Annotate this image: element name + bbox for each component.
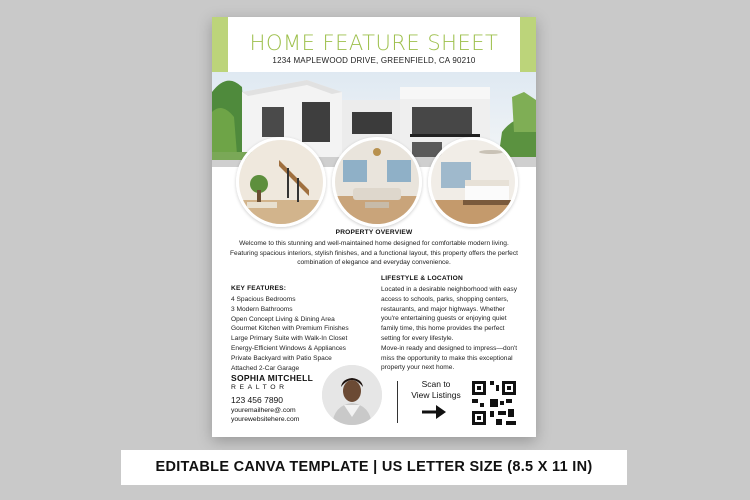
- feature-item: Open Concept Living & Dining Area: [231, 315, 335, 323]
- lifestyle-paragraph: Located in a desirable neighborhood with easy access to schools, parks, shopping centers, restaurants, and major highways. Whether you're entertaining guests or enjoying quiet family time, this home provides the perfect setting for every lifestyle.: [381, 286, 517, 342]
- lifestyle-heading: LIFESTYLE & LOCATION: [381, 275, 463, 282]
- feature-item: Large Primary Suite with Walk-In Closet: [231, 335, 348, 343]
- features-heading: KEY FEATURES:: [231, 285, 287, 292]
- agent-website: yourewebsitehere.com: [231, 416, 300, 423]
- overview-heading: PROPERTY OVERVIEW: [335, 229, 413, 236]
- overview-text: Welcome to this stunning and well-maintained home designed for comfortable modern living. Featuring spacious interiors, stylish finishes, and a functional layout, this property offers the perfect combination of elegance and everyday convenience.: [230, 240, 518, 266]
- agent-phone: 123 456 7890: [231, 395, 283, 405]
- agent-name: SOPHIA MITCHELL: [231, 373, 314, 383]
- agent-role: REALTOR: [231, 384, 288, 391]
- bedroom-photo: [428, 137, 518, 227]
- qr-code-icon[interactable]: [470, 379, 518, 427]
- divider: [397, 381, 398, 423]
- flyer-title: HOME FEATURE SHEET: [249, 31, 499, 55]
- feature-item: Energy-Efficient Windows & Appliances: [231, 344, 346, 352]
- arrow-right-icon: [422, 405, 446, 419]
- template-banner: EDITABLE CANVA TEMPLATE | US LETTER SIZE (8.5 X 11 IN): [121, 450, 627, 485]
- staircase-photo: [236, 137, 326, 227]
- feature-item: Attached 2-Car Garage: [231, 364, 300, 372]
- feature-item: 4 Spacious Bedrooms: [231, 296, 296, 303]
- agent-email: youremailhere@.com: [231, 407, 296, 414]
- lifestyle-section: [381, 275, 521, 373]
- scan-cta-line: View Listings: [411, 390, 461, 400]
- scan-cta: [404, 379, 468, 401]
- property-address: 1234 MAPLEWOOD DRIVE, GREENFIELD, CA 90210: [272, 56, 476, 65]
- lifestyle-paragraph: Move-in ready and designed to impress—don't miss the opportunity to make this exceptional property your next home.: [381, 344, 518, 372]
- scan-cta-line: Scan to: [421, 379, 451, 389]
- flyer-sheet: [212, 17, 536, 437]
- feature-item: 3 Modern Bathrooms: [231, 305, 293, 313]
- key-features-section: [231, 285, 381, 373]
- feature-item: Gourmet Kitchen with Premium Finishes: [231, 325, 349, 333]
- agent-avatar: [322, 365, 382, 425]
- feature-item: Private Backyard with Patio Space: [231, 354, 332, 362]
- living-room-photo: [332, 137, 422, 227]
